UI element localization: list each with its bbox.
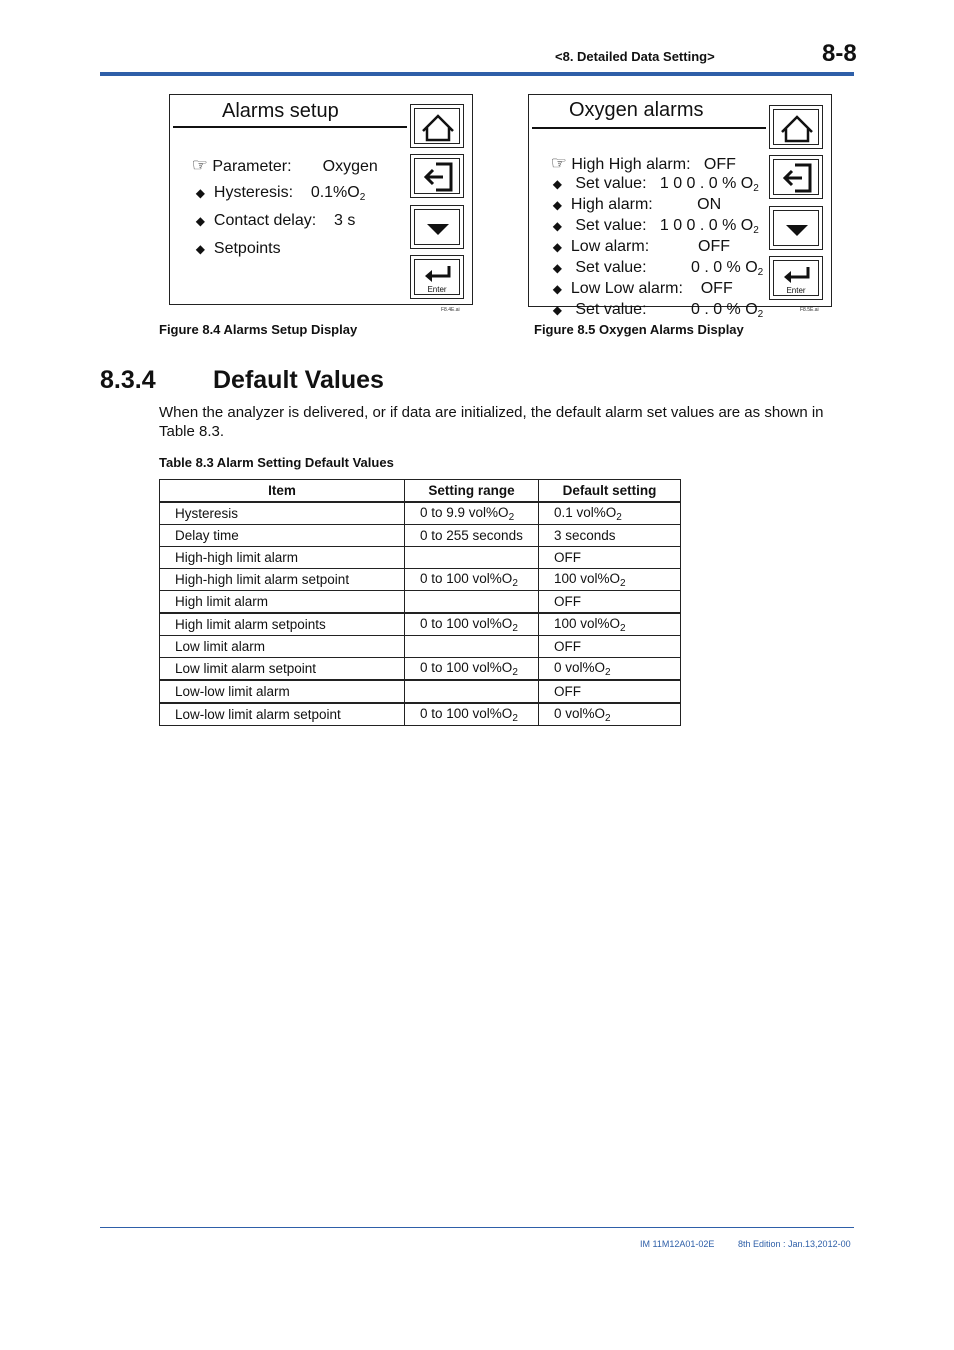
row-set-value: ◆ Set value: 0 . 0 % $O_2$ xyxy=(552,301,764,320)
triangle-down-icon xyxy=(411,206,465,250)
body-paragraph: When the analyzer is delivered, or if data are initialized, the default alarm set values are as shown in Table 8.3. xyxy=(159,404,824,440)
edition-info: 8th Edition : Jan.13,2012-00 xyxy=(738,1239,851,1249)
row-set-value: ◆ Set value: 0 . 0 % $O_2$ xyxy=(552,259,764,278)
section-title: Default Values xyxy=(213,366,384,394)
row-low-alarm: ◆ Low alarm: OFF xyxy=(552,238,731,255)
down-button[interactable] xyxy=(410,205,464,249)
row-high-alarm: ◆ High alarm: ON xyxy=(552,196,722,213)
column-header: Item xyxy=(160,480,405,503)
enter-label: Enter xyxy=(786,286,806,295)
row-setpoints: ◆ Setpoints xyxy=(195,240,281,257)
diamond-bullet-icon: ◆ xyxy=(552,219,563,233)
section-number: 8.3.4 xyxy=(100,366,156,394)
diamond-bullet-icon: ◆ xyxy=(552,177,563,191)
header-rule xyxy=(100,72,854,76)
row-parameter: ☞ Parameter: Oxygen xyxy=(191,155,378,175)
display-title: Oxygen alarms xyxy=(569,99,704,121)
pointing-hand-icon: ☞ xyxy=(550,153,567,173)
table-row: Low limit alarm OFF xyxy=(160,636,681,658)
down-button[interactable] xyxy=(769,206,823,250)
row-low-low-alarm: ◆ Low Low alarm: OFF xyxy=(552,280,733,297)
default-values-table xyxy=(159,479,681,726)
document-number: IM 11M12A01-02E xyxy=(640,1239,715,1249)
table-row: Hysteresis 0 to 9.9 $vol\%O_2$ 0.1 $vol\%O_2$ xyxy=(160,502,681,525)
pointing-hand-icon: ☞ xyxy=(191,155,208,175)
home-icon xyxy=(411,105,465,149)
table-row: Delay time 0 to 255 seconds 3 seconds xyxy=(160,525,681,547)
alarms-setup-display xyxy=(169,94,473,305)
table-row: Low-low limit alarm OFF xyxy=(160,680,681,703)
table-row: High-high limit alarm setpoint 0 to 100 $vol\%O_2$ 100 $vol\%O_2$ xyxy=(160,569,681,591)
table-row: High-high limit alarm OFF xyxy=(160,547,681,569)
diamond-bullet-icon: ◆ xyxy=(552,240,563,254)
row-set-value: ◆ Set value: 1 0 0 . 0 % $O_2$ xyxy=(552,217,759,236)
figure-code: F8.5E.ai xyxy=(800,307,819,313)
figure-caption: Figure 8.5 Oxygen Alarms Display xyxy=(534,322,744,337)
diamond-bullet-icon: ◆ xyxy=(195,186,206,200)
home-icon xyxy=(770,106,824,150)
triangle-down-icon xyxy=(770,207,824,251)
table-row: Low limit alarm setpoint 0 to 100 $vol\%O_2$ 0 $vol\%O_2$ xyxy=(160,658,681,681)
row-set-value: ◆ Set value: 1 0 0 . 0 % $O_2$ xyxy=(552,175,759,194)
enter-button[interactable] xyxy=(410,255,464,299)
exit-icon xyxy=(770,156,824,200)
table-row: High limit alarm OFF xyxy=(160,591,681,614)
table-row: High limit alarm setpoints 0 to 100 $vol\%O_2$ 100 $vol\%O_2$ xyxy=(160,613,681,636)
page-number: 8-8 xyxy=(822,40,857,67)
title-rule xyxy=(532,127,766,129)
chapter-heading: <8. Detailed Data Setting> xyxy=(555,49,715,64)
diamond-bullet-icon: ◆ xyxy=(552,282,563,296)
diamond-bullet-icon: ◆ xyxy=(552,198,563,212)
diamond-bullet-icon: ◆ xyxy=(195,242,206,256)
row-contact-delay: ◆ Contact delay: 3 s xyxy=(195,212,356,229)
figure-code: F8.4E.ai xyxy=(441,307,460,313)
table-caption: Table 8.3 Alarm Setting Default Values xyxy=(159,455,394,470)
figure-caption: Figure 8.4 Alarms Setup Display xyxy=(159,322,358,337)
diamond-bullet-icon: ◆ xyxy=(552,303,563,317)
diamond-bullet-icon: ◆ xyxy=(552,261,563,275)
exit-icon xyxy=(411,155,465,199)
table-header-row xyxy=(160,480,681,503)
row-hysteresis: ◆ Hysteresis: $0.1\%O_2$ xyxy=(195,184,366,203)
diamond-bullet-icon: ◆ xyxy=(195,214,206,228)
row-high-high-alarm: ☞ High High alarm: OFF xyxy=(550,153,736,173)
column-header: Setting range xyxy=(405,480,539,503)
back-button[interactable] xyxy=(769,155,823,199)
enter-label: Enter xyxy=(427,285,447,294)
title-rule xyxy=(173,126,407,128)
home-button[interactable] xyxy=(410,104,464,148)
column-header: Default setting xyxy=(539,480,681,503)
enter-button[interactable] xyxy=(769,256,823,300)
home-button[interactable] xyxy=(769,105,823,149)
table-row: Low-low limit alarm setpoint 0 to 100 $vol\%O_2$ 0 $vol\%O_2$ xyxy=(160,703,681,726)
footer-rule xyxy=(100,1227,854,1228)
display-title: Alarms setup xyxy=(222,100,339,122)
back-button[interactable] xyxy=(410,154,464,198)
